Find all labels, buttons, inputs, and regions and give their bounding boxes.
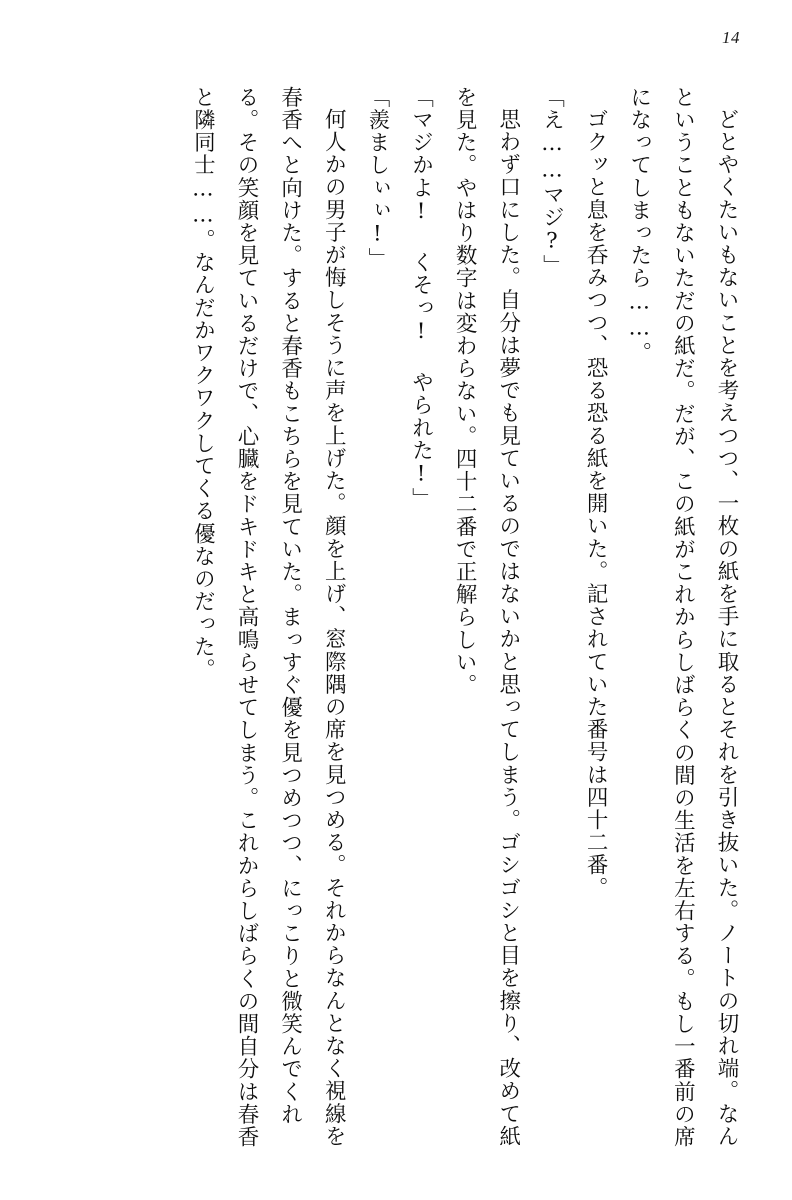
paragraph: 何人かの男子が悔しそうに声を上げた。顔を上げ、窓際隅の席を見つめる。それからなんとなく視線を春香へと向けた。すると春香もこちらを見ていた。まっすぐ優を見つめつつ、にっこりと微笑んでくれる。その笑顔を見ているだけで、心臓をドキドキと高鳴らせてしまう。これからしばらくの間自分は春香と隣同士……。なんだかワクワクしてくる優なのだった。 — [190, 86, 347, 1149]
paragraph-dialogue: 「え……マジ?」 — [539, 86, 565, 278]
paragraph: どとやくたいもないことを考えつつ、一枚の紙を手に取るとそれを引き抜いた。ノートの切れ端。なんということもないただの紙だ。だが、この紙がこれからしばらくの間の生活を左右する。もし一番前の席になってしまったら……。 — [626, 86, 739, 1149]
page-number: 14 — [722, 28, 740, 47]
paragraph: 思わず口にした。自分は夢でも見ているのではないかと思ってしまう。ゴシゴシと目を擦り、改めて紙を見た。やはり数字は変わらない。四十二番で正解らしい。 — [452, 86, 521, 1148]
body-text-block — [44, 86, 748, 1164]
paragraph-dialogue: 「羨ましぃぃ!」 — [364, 86, 390, 271]
paragraph: ゴクッと息を呑みつつ、恐る恐る紙を開いた。記されていた番号は四十二番。 — [583, 107, 609, 899]
paragraph-dialogue: 「マジかよ! くそっ! やられた!」 — [408, 86, 434, 511]
